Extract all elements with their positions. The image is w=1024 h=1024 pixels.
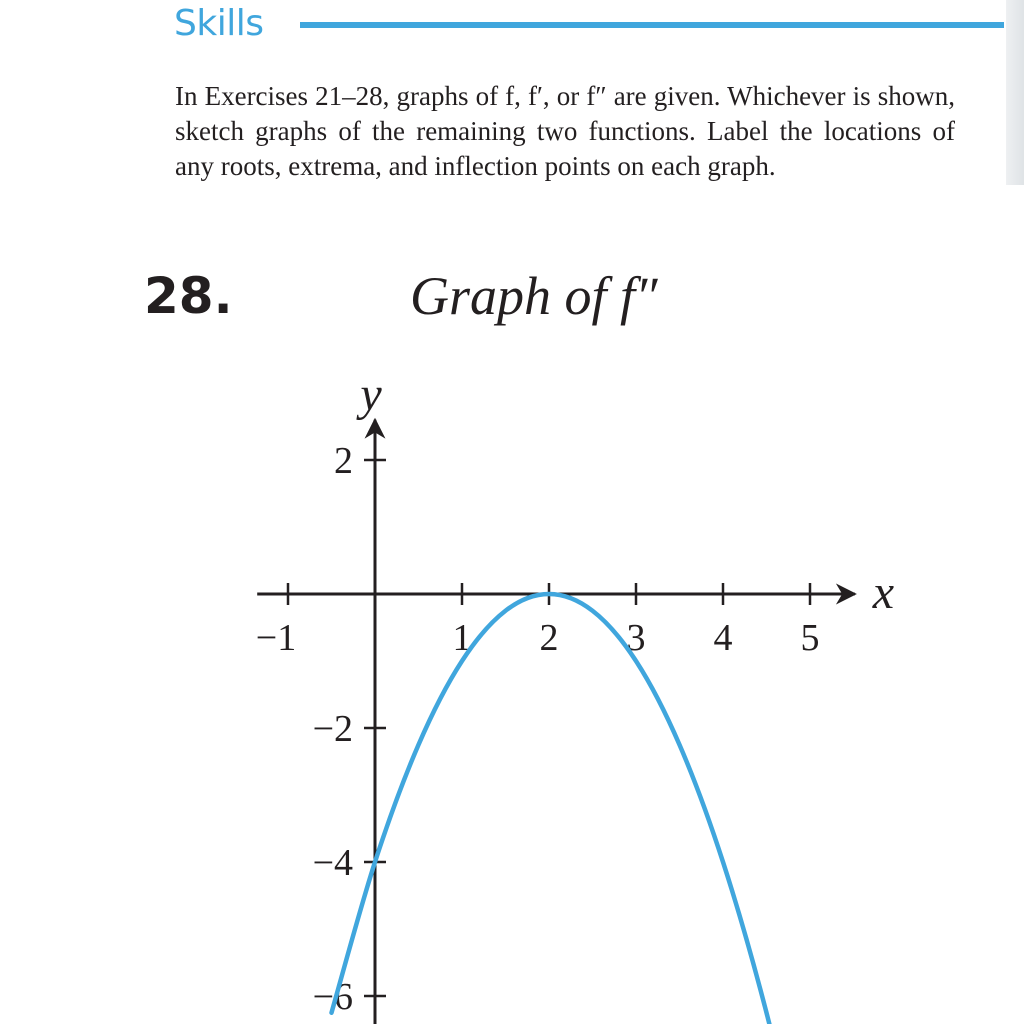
exercise-instructions: In Exercises 21–28, graphs of f, f′, or f″ are given. Whichever is shown, sketch graphs of the remaining two functions. Label the locations of any roots, extrema, and inflection points on each graph. (175, 81, 955, 181)
x-tick-label: 4 (713, 617, 733, 659)
x-tick-label: 2 (539, 617, 559, 659)
y-tick-label: −2 (312, 708, 353, 750)
y-tick-label: −4 (312, 842, 353, 884)
exercise-number: 28. (144, 267, 233, 325)
x-tick-label: 5 (800, 617, 820, 659)
y-tick-label: −6 (312, 976, 353, 1018)
x-tick-label: −1 (255, 617, 297, 659)
x-axis-label: x (872, 566, 895, 619)
x-tick-label: 1 (452, 617, 472, 659)
y-tick-label: 2 (334, 440, 353, 482)
graph-title: Graph of f″ (410, 266, 658, 326)
section-title: Skills (174, 3, 264, 44)
y-axis-label: y (360, 367, 382, 421)
series-line-f-double-prime (332, 594, 811, 1024)
x-tick-label: 3 (626, 617, 646, 659)
